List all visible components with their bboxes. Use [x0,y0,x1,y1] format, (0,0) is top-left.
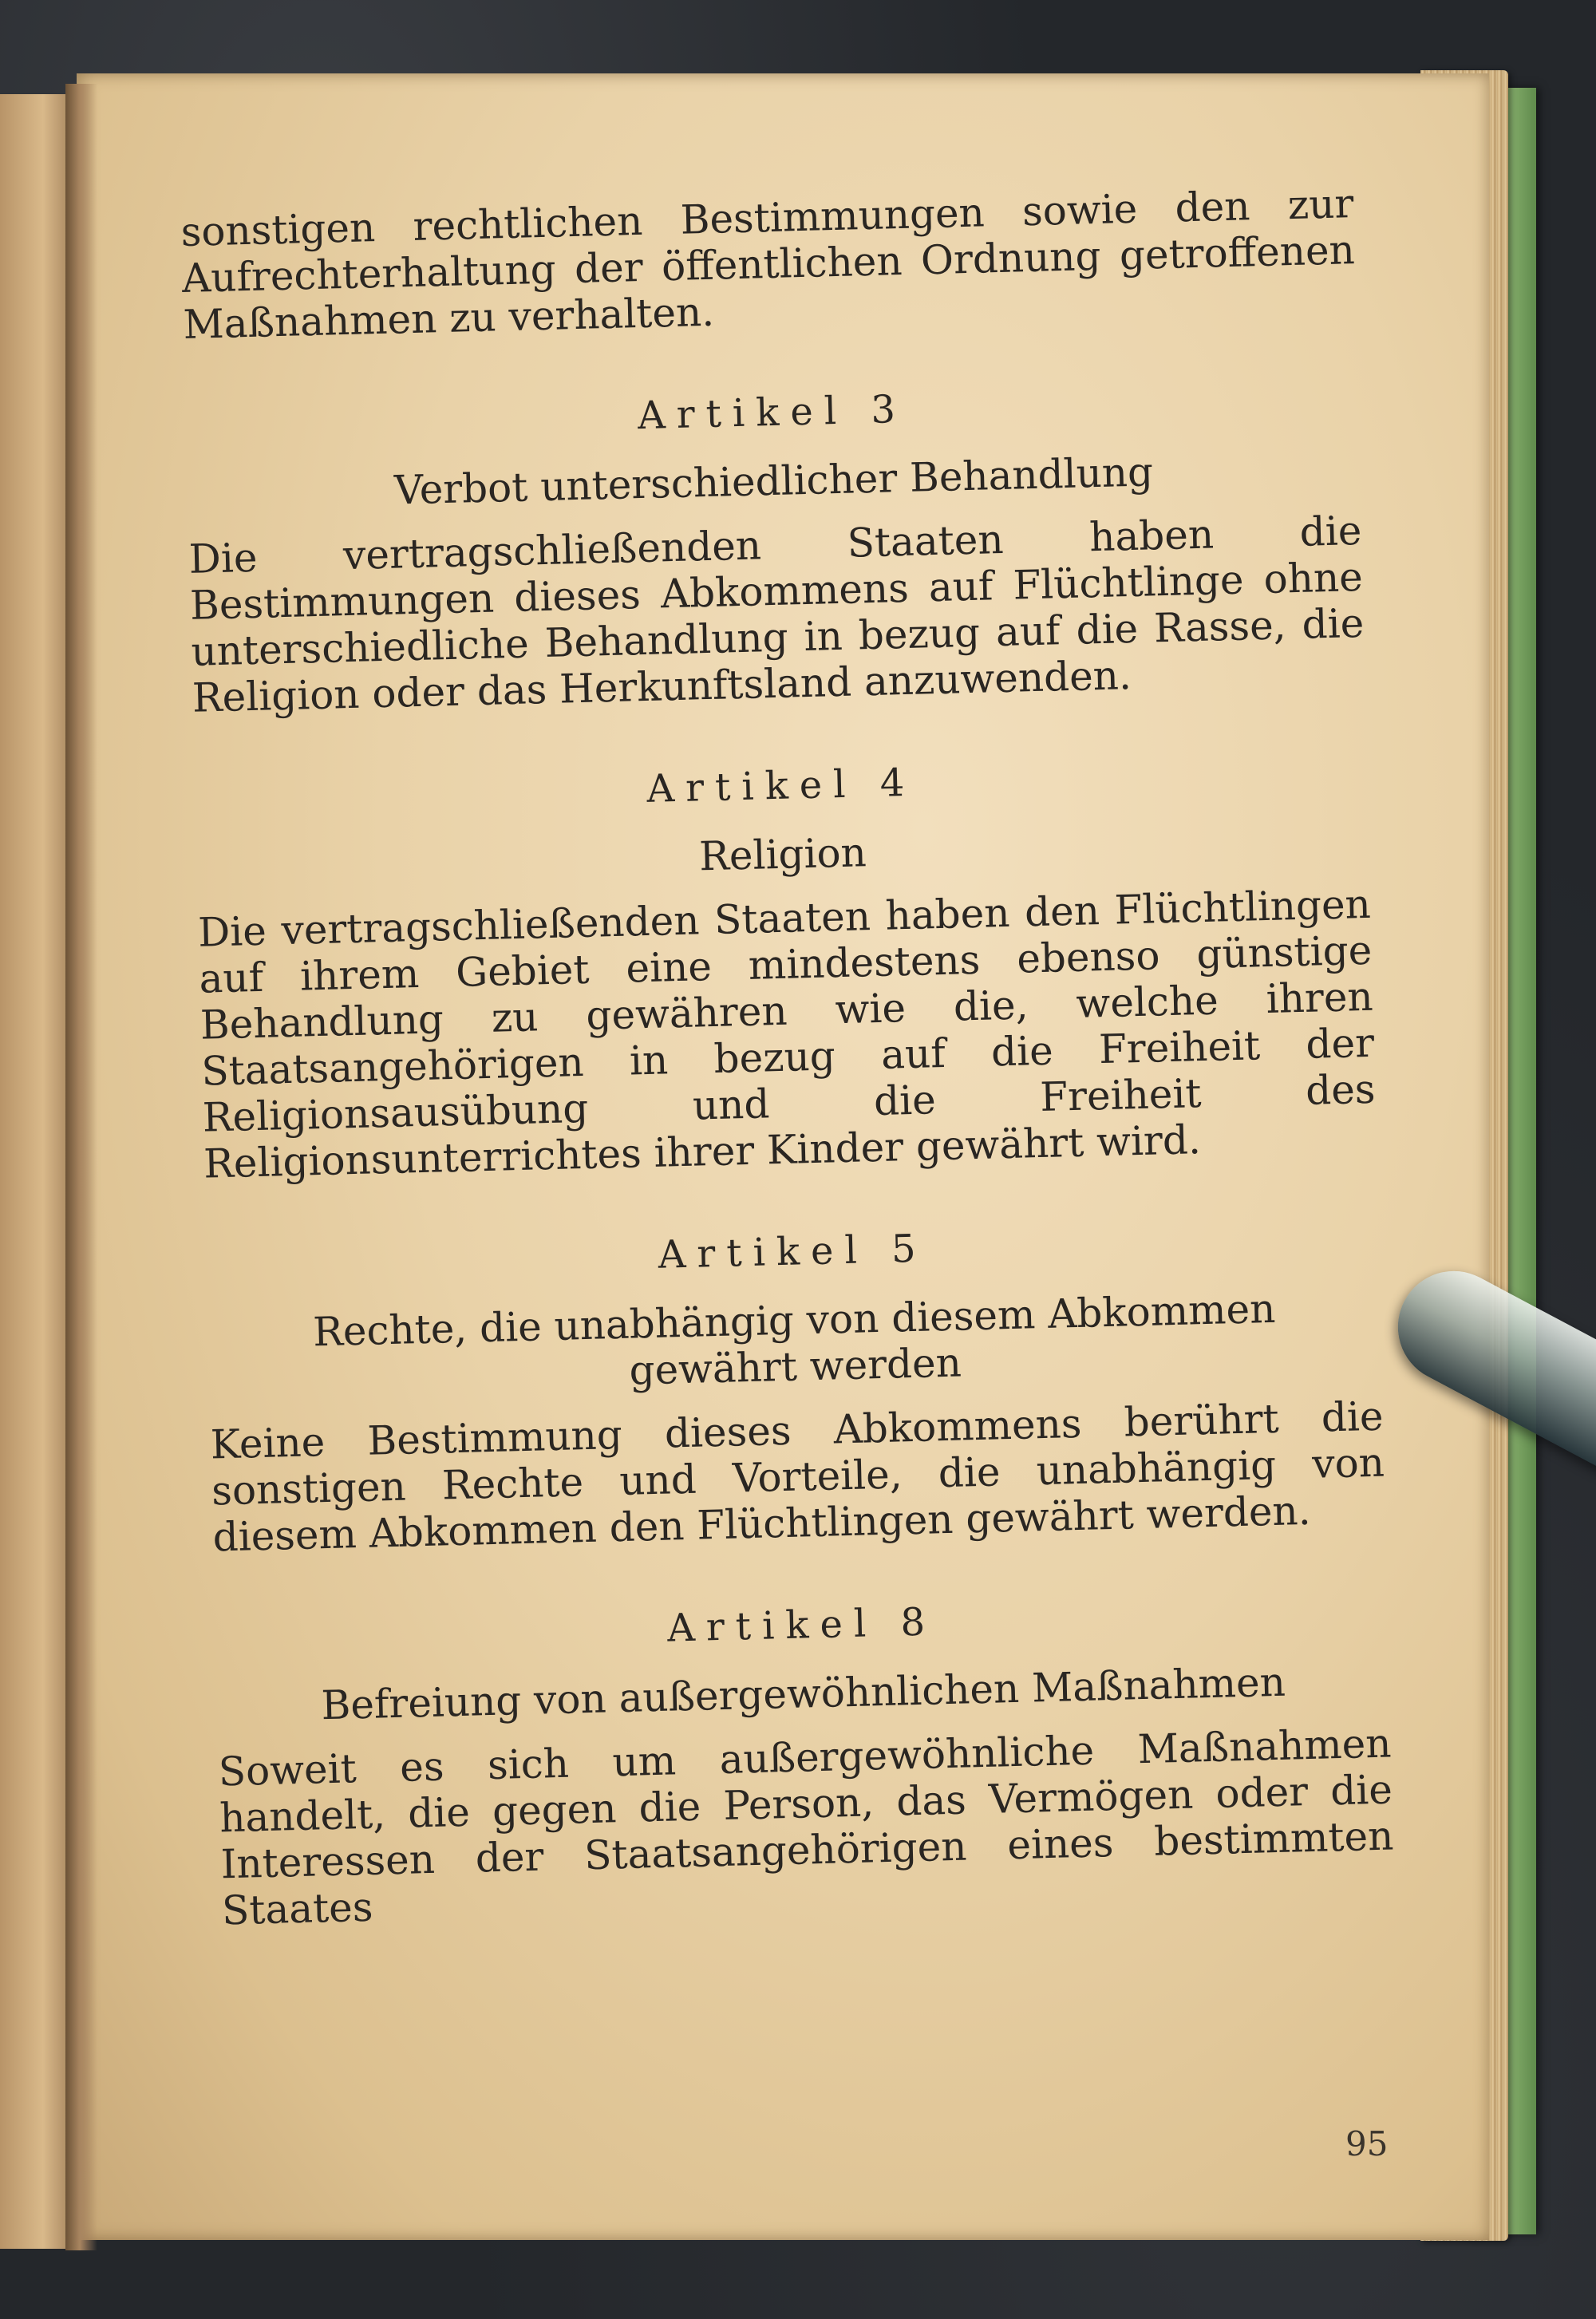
book-page [77,73,1489,2240]
article-title: Befreiung von außergewöhnlichen Maßnahmen [320,1658,1286,1729]
article-title: Rechte, die unabhängig von diesem Abkommen gewährt werden [312,1285,1277,1394]
book-gutter [65,84,97,2250]
article-heading: Artikel 8 [666,1599,937,1651]
article-4 [194,749,1377,1187]
intro-paragraph: sonstigen rechtlichen Bestimmungen sowie den zur Aufrechterhaltung der öffentlichen Ordnung getroffenen Maßnahmen zu verhalten. [180,180,1356,348]
article-body: Soweit es sich um außergewöhnliche Maßnahmen handelt, die gegen die Person, das Vermögen oder die Interessen der Staatsangehörigen eines bestimmten Staates [218,1720,1394,1934]
article-body: Keine Bestimmung dieses Abkommens berührt die sonstigen Rechte und Vorteile, die unabhängig von diesem Abkommen den Flüchtlingen gewährt werden. [210,1393,1385,1561]
article-body: Die vertragschließenden Staaten haben die Bestimmungen dieses Abkommens auf Flüchtlinge ohne unterschiedliche Behandlung in bezug auf die Rasse, die Religion oder das Herkunftsland anzuwenden. [188,507,1365,721]
article-5 [206,1215,1386,1561]
article-body: Die vertragschließenden Staaten haben den Flüchtlingen auf ihrem Gebiet eine mindestens ebenso günstige Behandlung zu gewähren wie die, welche ihren Staatsangehörigen in bezug auf die Freiheit der Religionsausübung und die Freiheit des Religionsunterrichtes ihrer Kinder gewährt wird. [197,880,1377,1187]
article-title: Religion [698,829,867,880]
page-text [180,180,1395,1934]
article-heading: Artikel 3 [637,386,907,439]
article-title: Verbot unterschiedlicher Behandlung [393,448,1154,514]
article-heading: Artikel 4 [646,760,916,812]
article-8 [215,1588,1395,1934]
page-number: 95 [1345,2124,1389,2163]
article-3 [185,375,1365,721]
article-heading: Artikel 5 [658,1226,928,1278]
